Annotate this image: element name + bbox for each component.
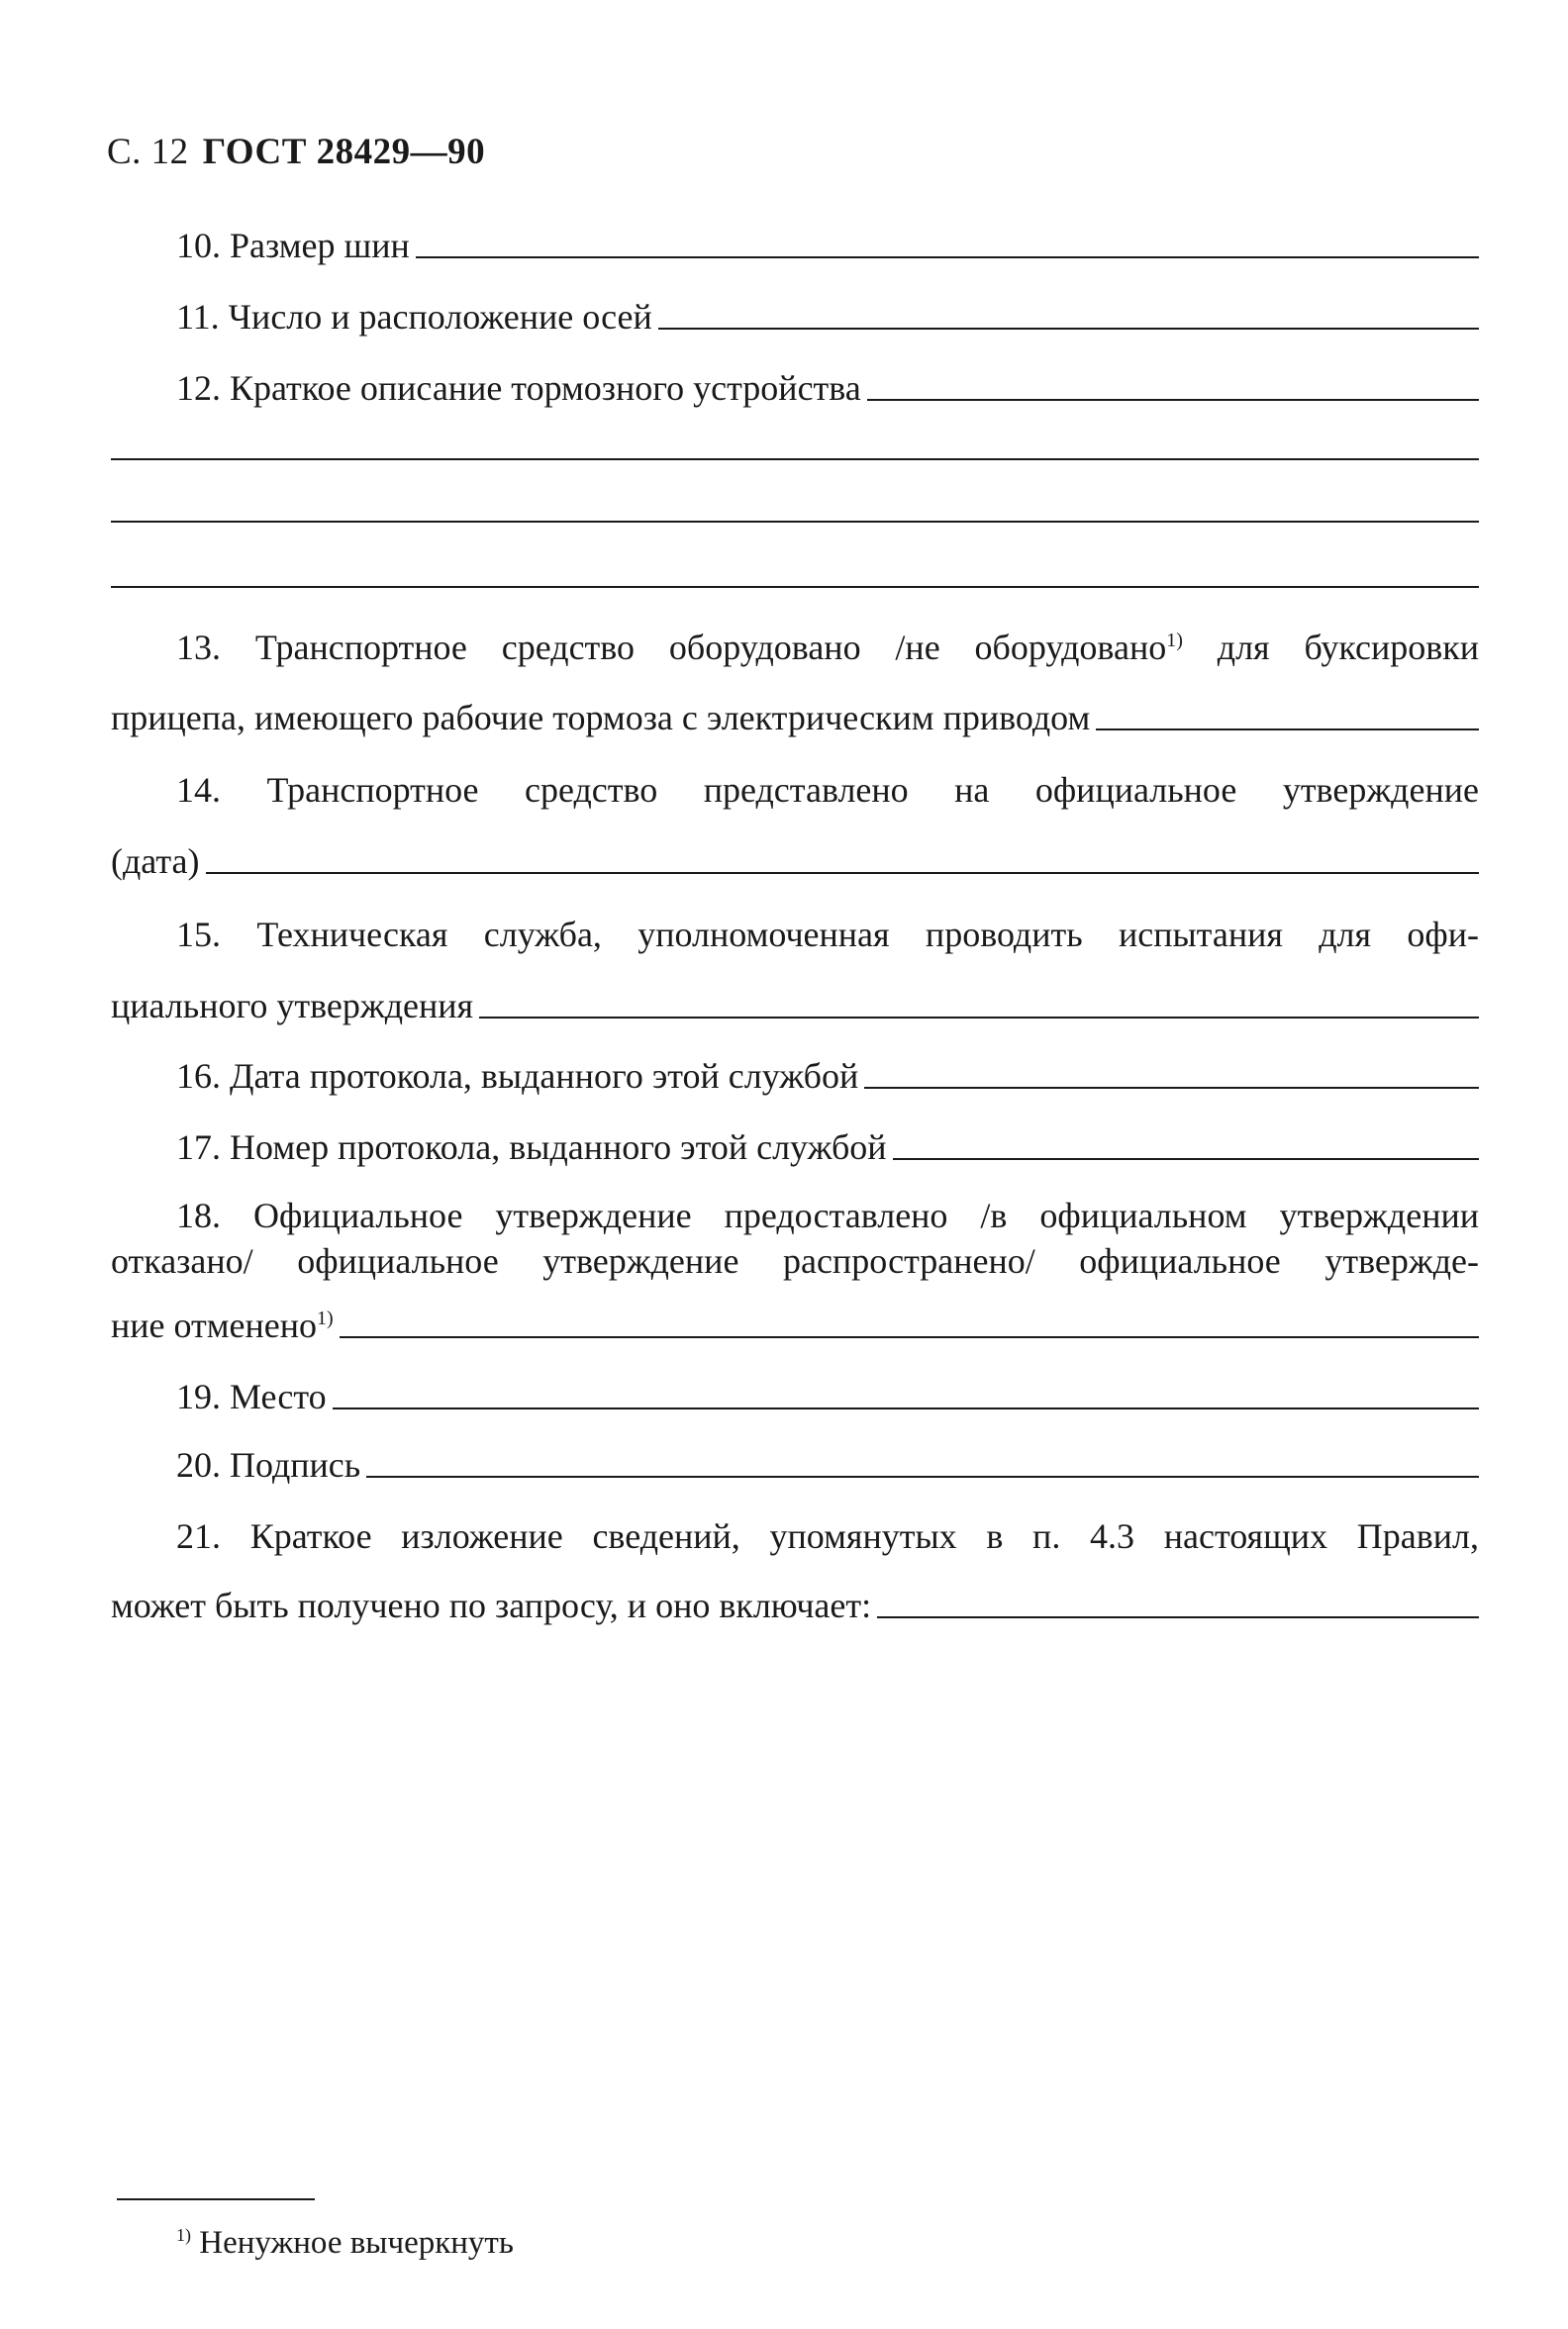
item-20-label: 20. Подпись <box>176 1445 361 1485</box>
item-13-line-2 <box>111 700 1479 735</box>
item-14-line-2 <box>111 843 1479 879</box>
item-20-signature <box>176 1447 1479 1483</box>
item-17-label: 17. Номер протокола, выданного этой службой <box>176 1127 887 1167</box>
item-18-line-3 <box>111 1308 1479 1343</box>
item-13-line-1 <box>176 630 1479 665</box>
footnote-mark: 1) <box>176 2225 191 2245</box>
item-14-date-label: (дата) <box>111 841 200 881</box>
item-12-blank-line-1[interactable] <box>111 458 1479 460</box>
item-18-line-1: 18. Официальное утверждение предоставлено /в официальном утверждении <box>176 1196 1479 1235</box>
item-18-blank[interactable] <box>340 1336 1479 1338</box>
item-10-blank[interactable] <box>416 256 1479 258</box>
item-21-line-1: 21. Краткое изложение сведений, упомянутых в п. 4.3 настоящих Правил, <box>176 1516 1479 1556</box>
item-11-label: 11. Число и расположение осей <box>176 297 652 337</box>
item-12-blank-line-3[interactable] <box>111 586 1479 588</box>
item-13-label-2: прицепа, имеющего рабочие тормоза с электрическим приводом <box>111 698 1091 737</box>
item-13-text-b: для буксировки <box>1217 628 1480 667</box>
item-13-text-a: 13. Транспортное средство оборудовано /не оборудовано <box>176 628 1167 667</box>
item-19-blank[interactable] <box>333 1407 1479 1409</box>
item-18-line-2: отказано/ официальное утверждение распространено/ официальное утвержде- <box>111 1241 1479 1281</box>
item-16-blank[interactable] <box>864 1087 1479 1089</box>
item-15-blank[interactable] <box>479 1017 1479 1019</box>
item-20-blank[interactable] <box>366 1476 1479 1478</box>
footnote <box>176 2225 514 2262</box>
item-10-label: 10. Размер шин <box>176 226 410 265</box>
item-18-label-3 <box>111 1308 334 1343</box>
item-16-label: 16. Дата протокола, выданного этой службой <box>176 1056 859 1096</box>
item-15-line-2 <box>111 988 1479 1023</box>
item-10-tire-size <box>176 228 1479 263</box>
item-12-brake-description <box>176 370 1479 406</box>
item-15-line-1: 15. Техническая служба, уполномоченная проводить испытания для офи- <box>176 915 1479 954</box>
item-13-blank[interactable] <box>1096 728 1479 730</box>
standard-code: ГОСТ 28429—90 <box>202 132 486 172</box>
item-12-blank-line-2[interactable] <box>111 521 1479 523</box>
footnote-ref: 1) <box>1166 630 1183 651</box>
item-11-blank[interactable] <box>658 328 1479 330</box>
page-header <box>107 131 485 173</box>
item-17-blank[interactable] <box>893 1158 1479 1160</box>
item-15-label-2: циального утверждения <box>111 986 474 1025</box>
item-18-text-3: ние отменено <box>111 1306 318 1345</box>
item-21-label-2: может быть получено по запросу, и оно включает: <box>111 1586 872 1625</box>
item-19-label: 19. Место <box>176 1377 327 1416</box>
item-21-line-2 <box>111 1588 1479 1623</box>
footnote-text: Ненужное вычеркнуть <box>199 2225 514 2261</box>
footnote-ref: 1) <box>317 1308 334 1329</box>
item-14-line-1: 14. Транспортное средство представлено на официальное утверждение <box>176 770 1479 810</box>
item-12-blank[interactable] <box>867 399 1479 401</box>
item-12-label: 12. Краткое описание тормозного устройства <box>176 368 861 408</box>
item-19-place <box>176 1379 1479 1414</box>
item-16-report-date <box>176 1058 1479 1094</box>
page-number: С. 12 <box>107 132 189 172</box>
item-11-axles <box>176 299 1479 335</box>
item-17-report-number <box>176 1129 1479 1165</box>
footnote-divider <box>117 2198 315 2200</box>
item-21-blank[interactable] <box>877 1616 1479 1618</box>
item-14-blank[interactable] <box>206 872 1480 874</box>
